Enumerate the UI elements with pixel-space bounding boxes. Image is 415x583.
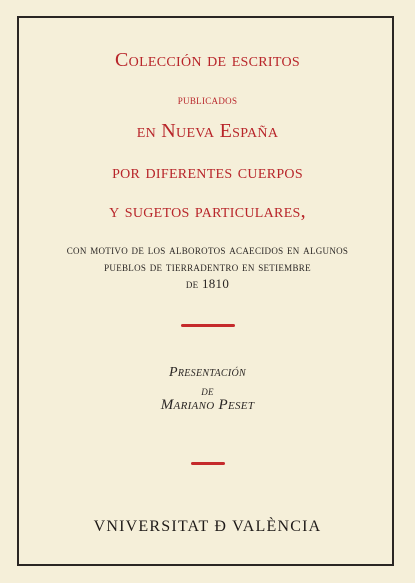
decorative-rule-top (181, 324, 235, 327)
title-line-2: publicados (177, 92, 238, 107)
subtitle-line-3: de 1810 (185, 276, 230, 291)
title-line-4: por diferentes cuerpos (112, 161, 303, 183)
presentation-connector: de (201, 383, 214, 398)
subtitle-line-1: con motivo de los alborotos acaecidos en algunos (66, 242, 349, 257)
title-line-1: Colección de escritos (115, 49, 300, 71)
title-line-5: y sugetos particulares, (109, 200, 306, 222)
decorative-rule-bottom (191, 462, 225, 465)
presentation-label: Presentación (169, 365, 246, 380)
title-line-3: en Nueva España (136, 120, 279, 142)
subtitle-line-2: pueblos de tierradentro en setiembre (104, 259, 311, 274)
publisher-name: VNIVERSITAT Ð VALÈNCIA (93, 518, 322, 535)
presentation-author: Mariano Peset (160, 397, 255, 413)
